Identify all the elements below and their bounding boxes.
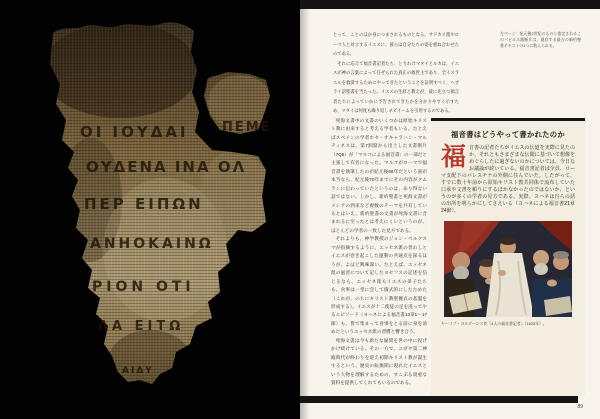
papyrus-text-line: ΑΙΔΥ <box>122 366 154 376</box>
body-paragraph: それに応えて福音書記者たち、とりわけマタイとルカは、イエスが神の言葉によって任ぜられた真正の救世主であり、全イスラエルを救済するためにやってきたということを証明すべく、ヘブライ語聖書を当たった。イエスの生涯と教えが、彼に先立つ預言者たちによっていかに予告されてきたかを分かりやすく示すため、マタイは何度も繰り返しネビイームを引用するのである。 <box>333 60 459 114</box>
papyrus-text-line: ΑΝΗΟΚΑΙΝΩ <box>90 236 214 252</box>
papyrus-text-line: ΠΕΡ ΕΙΠΩΝ <box>84 195 204 213</box>
papyrus-text-line: ΡΙΟΝ ΟΤΙ <box>92 279 195 295</box>
sidebar-box <box>431 118 585 396</box>
body-column-narrow <box>331 117 427 388</box>
papyrus-text-line: ΛΑ ΕΙΤΩ <box>98 319 185 334</box>
right-page <box>300 0 600 419</box>
sidebar-dropcap: 福 <box>441 143 467 171</box>
papyrus-text-line: ΟΙ ΙΟΥΔΑΙ <box>80 123 189 141</box>
body-paragraph: 死海文書は今も新たな疑問を世の中に投げかけ続けている。その一方で、ユダヤ第二神殿時代が終わりを迎え初期キリスト教が誕生するという、歴史の転換期に現れたイエスという人物を理解するための、すこぶる貴重な資料を提供してくれてもいるのである。 <box>331 337 427 386</box>
body-paragraph: とって、ことのほか身につまされるものとなる。サドカイ派やローマ人と対立するイエスに、彼らは自分たちの姿を重ね合わせたのである。 <box>333 32 459 57</box>
body-paragraph: 死海文書中の文書のいくつかは原始キリスト教に由来すると考える学者もいる。たとえばスペインの学者ホセ・オキャラハン・マルティネスは、第7洞窟から出土した文書断片（7Q5）が「マルコによる福音書」の一部だと主張して有名になった。マルコがローマで福音書を執筆したのが紀元後66年だという説が本当なら、紀元後70年までにその内容がクムランに伝わっていたというのは、あり得ない話ではない。しかし、新約聖書と死海文書がメシアの到来など複数のテーマを共有しているとはいえ、新約聖書の文書が死海文書に含まれるに至ったとは考えにくいというのが、ほとんどの学者の一致した見方である。 <box>331 118 427 233</box>
sidebar-body-text: 音書の記者たちがイエスの伝道を実際に見たのか、それともさまざまな伝聞に基づいて想像をめぐらしたに過ぎないのかについては、今日なお議論が続いている。福音書記者は全員、ローマ支配下のパレスチナの外側に住んでいた。したがって、すでに数十年前から原始キリスト教共同体で流布していた口承や文書を頼りにするほかなかったのではないか、というのが多くの学者の見方である。実際、ヨハネは自らの話の出所を明らかにしてさえいる（ヨハネによる福音書21章24節）。 <box>441 145 575 214</box>
top-black-band <box>300 0 600 9</box>
body-column-wide <box>333 30 459 116</box>
margin-note: 左ページ：紀元後2世紀のものと推定されるこのパピルス紙断片は、現存する最古の新約聖書テキストの1つに数えられる。 <box>500 31 581 48</box>
papyrus-text-line: ΟΥΔΕΝΑ ΙΝΑ ΟΛ <box>86 158 247 176</box>
sidebar-body <box>441 145 575 215</box>
painting-caption: ヤーコプ・ヨルダーンス作『4人の福音書記者』（1625年）。 <box>441 321 547 326</box>
page-number: 89 <box>577 404 583 410</box>
bottom-black-band <box>300 396 578 403</box>
sidebar-title: 福音書はどうやって書かれたのか <box>451 130 565 139</box>
body-paragraph: それよりも、神学教授のジョン・ベルクスマが指摘するように、エッセネ派の習わしとイエスが巻き起こした運動の共通点を探るほうが、よほど興味深い。たとえば、エッセネ派の風習について記したヨセフスの記述を信じるなら、エッセネ派もイエスの弟子たちも、食事は一堂に会して儀式的にしたためた（これが、のちにキリスト教聖餐式の基盤を形成する）。イエスが十二使徒の足を洗ってやるエピソード（ヨハネによる福音書13章1〜17節）も、皆で集まって食事をとる前に身を清めたというエッセネ派の習慣と響き合う。 <box>331 236 427 335</box>
evangelists-painting <box>444 221 572 317</box>
papyrus-text-line: ΠΕΜΕ <box>222 120 272 135</box>
